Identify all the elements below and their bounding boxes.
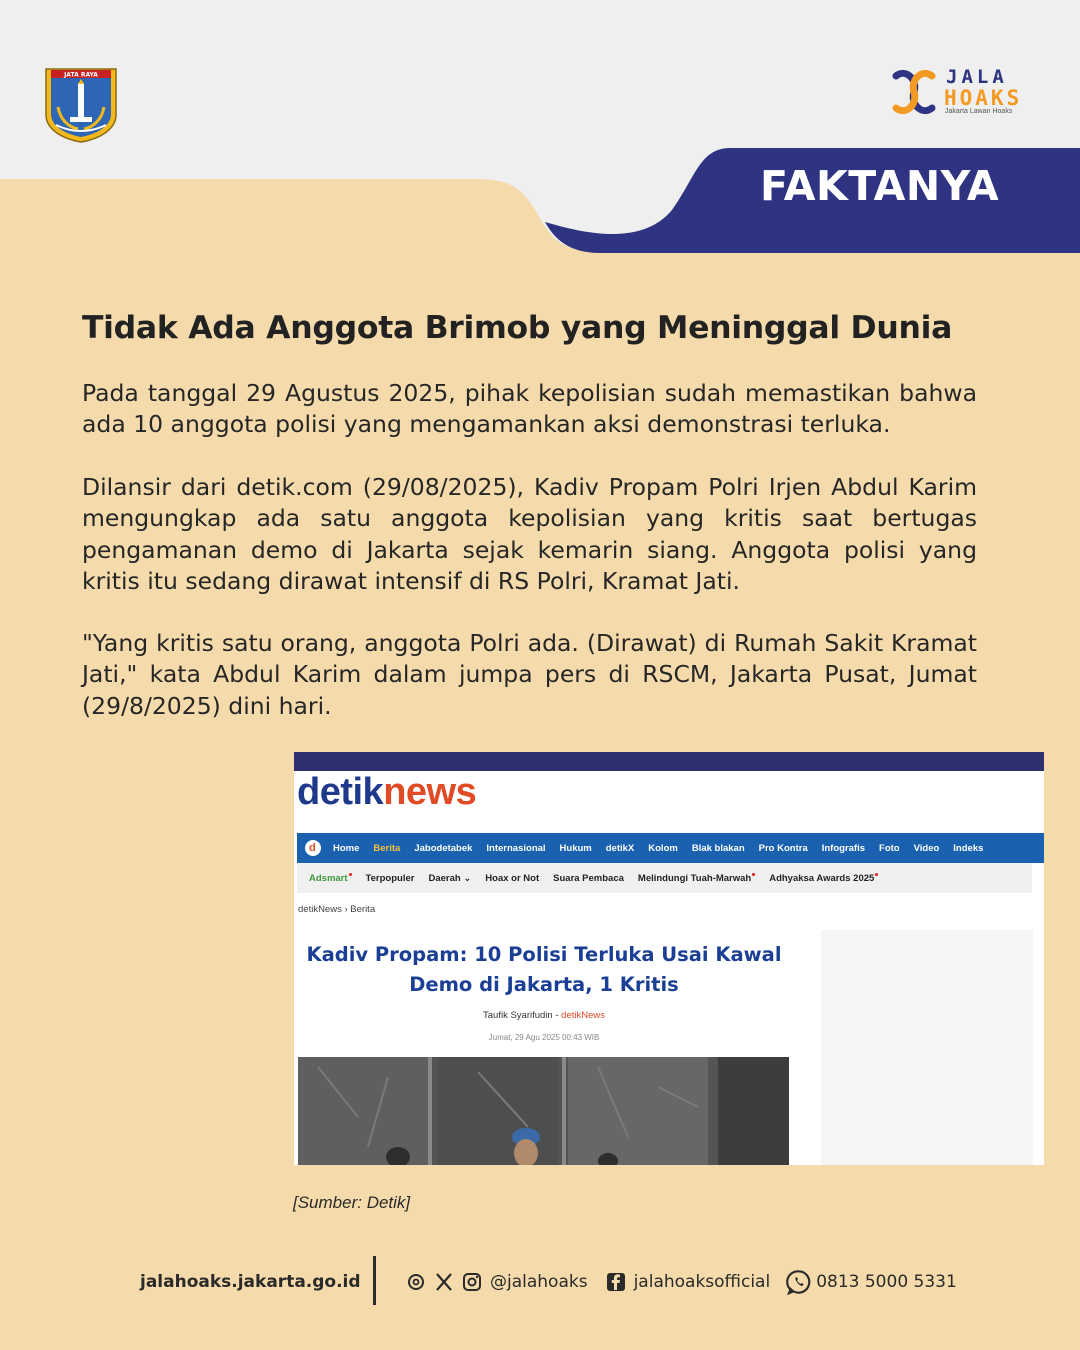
subnav-adhyaksa[interactable]: Adhyaksa Awards 2025 xyxy=(769,873,878,884)
image-source-caption: [Sumber: Detik] xyxy=(293,1193,411,1212)
detiknews-screenshot xyxy=(294,752,1044,1165)
chevron-right-icon: › xyxy=(344,904,351,915)
footer-divider xyxy=(373,1256,376,1305)
chevron-down-icon: ⌄ xyxy=(463,872,472,884)
subnav-daerah[interactable]: Daerah ⌄ xyxy=(428,872,472,884)
header-background xyxy=(0,0,1080,260)
nav-indeks[interactable]: Indeks xyxy=(953,842,984,854)
article-headline: Tidak Ada Anggota Brimob yang Meninggal Dunia xyxy=(82,310,953,346)
article-paragraph-3: "Yang kritis satu orang, anggota Polri ada. (Dirawat) di Rumah Sakit Kramat Jati," kata Abdul Karim dalam jumpa pers di RSCM, Jakarta Pusat, Jumat (29/8/2025) dini hari. xyxy=(82,629,977,720)
facebook-handle[interactable]: jalahoaksofficial xyxy=(633,1272,771,1292)
detik-sub-nav xyxy=(297,863,1032,893)
threads-icon[interactable] xyxy=(406,1272,426,1292)
article-title: Kadiv Propam: 10 Polisi Terluka Usai Kawal Demo di Jakarta, 1 Kritis xyxy=(306,943,782,996)
browser-top-bar xyxy=(294,752,1044,771)
nav-video[interactable]: Video xyxy=(913,842,940,854)
logo-text-jala: JALA xyxy=(946,66,1008,88)
author-name: Taufik Syarifudin xyxy=(483,1010,553,1021)
social-handle[interactable]: @jalahoaks xyxy=(490,1272,588,1292)
nav-internasional[interactable]: Internasional xyxy=(486,842,546,854)
subnav-melindungi[interactable]: Melindungi Tuah-Marwah xyxy=(638,873,755,884)
article-source[interactable]: detikNews xyxy=(561,1010,605,1021)
whatsapp-icon[interactable] xyxy=(786,1269,812,1295)
footer-website[interactable]: jalahoaks.jakarta.go.id xyxy=(140,1272,361,1292)
detik-nav-bar xyxy=(297,833,1044,863)
logo-text-hoaks: HOAKS xyxy=(944,86,1023,110)
subnav-terpopuler[interactable]: Terpopuler xyxy=(365,872,415,884)
faktanya-label: FAKTANYA xyxy=(760,162,1000,210)
nav-detikx[interactable]: detikX xyxy=(605,842,635,854)
nav-home[interactable]: Home xyxy=(333,842,360,854)
article-date: Jumat, 29 Agu 2025 00:43 WIB xyxy=(488,1033,600,1042)
nav-infografis[interactable]: Infografis xyxy=(821,842,866,854)
article-paragraph-1: Pada tanggal 29 Agustus 2025, pihak kepolisian sudah memastikan bahwa ada 10 anggota polisi yang mengamankan aksi demonstrasi terluka. xyxy=(82,379,977,439)
breadcrumb-item[interactable]: detikNews xyxy=(298,904,342,915)
nav-foto[interactable]: Foto xyxy=(879,842,900,854)
subnav-adsmart[interactable]: Adsmart xyxy=(309,873,352,884)
jala-hoaks-mark-icon xyxy=(888,66,940,118)
subnav-suara-pembaca[interactable]: Suara Pembaca xyxy=(553,872,624,884)
facebook-icon[interactable] xyxy=(606,1272,626,1292)
press-conference-photo xyxy=(298,1057,789,1165)
article-paragraph-2: Dilansir dari detik.com (29/08/2025), Kadiv Propam Polri Irjen Abdul Karim mengungkap ada satu anggota kepolisian yang kritis saat bertugas pengamanan demo di Jakarta sejak kemarin siang. Anggota polisi yang kritis itu sedang dirawat intensif di RS Polri, Kramat Jati. xyxy=(82,473,977,595)
breadcrumb-item[interactable]: Berita xyxy=(350,904,376,915)
nav-pro-kontra[interactable]: Pro Kontra xyxy=(758,842,808,854)
footer-social xyxy=(406,1266,957,1298)
svg-text:JATA RAYA: JATA RAYA xyxy=(64,71,98,79)
instagram-icon[interactable] xyxy=(462,1272,482,1292)
x-icon[interactable] xyxy=(434,1272,454,1292)
nav-berita[interactable]: Berita xyxy=(373,842,401,854)
jala-hoaks-logo xyxy=(888,66,1038,120)
logo-tagline: Jakarta Lawan Hoaks xyxy=(945,108,1013,115)
subnav-hoax-or-not[interactable]: Hoax or Not xyxy=(485,872,540,884)
nav-jabodetabek[interactable]: Jabodetabek xyxy=(414,842,473,854)
phone-number[interactable]: 0813 5000 5331 xyxy=(816,1272,957,1292)
nav-kolom[interactable]: Kolom xyxy=(648,842,678,854)
sidebar-ad-placeholder xyxy=(821,930,1033,1165)
detik-d-icon[interactable]: d xyxy=(305,840,321,856)
breadcrumb xyxy=(298,904,375,915)
detiknews-logo: detiknews xyxy=(297,771,477,813)
nav-blak-blakan[interactable]: Blak blakan xyxy=(691,842,745,854)
jakarta-coat-of-arms-icon xyxy=(44,67,118,143)
article-byline: Taufik Syarifudin - detikNews xyxy=(483,1010,605,1021)
nav-hukum[interactable]: Hukum xyxy=(559,842,592,854)
